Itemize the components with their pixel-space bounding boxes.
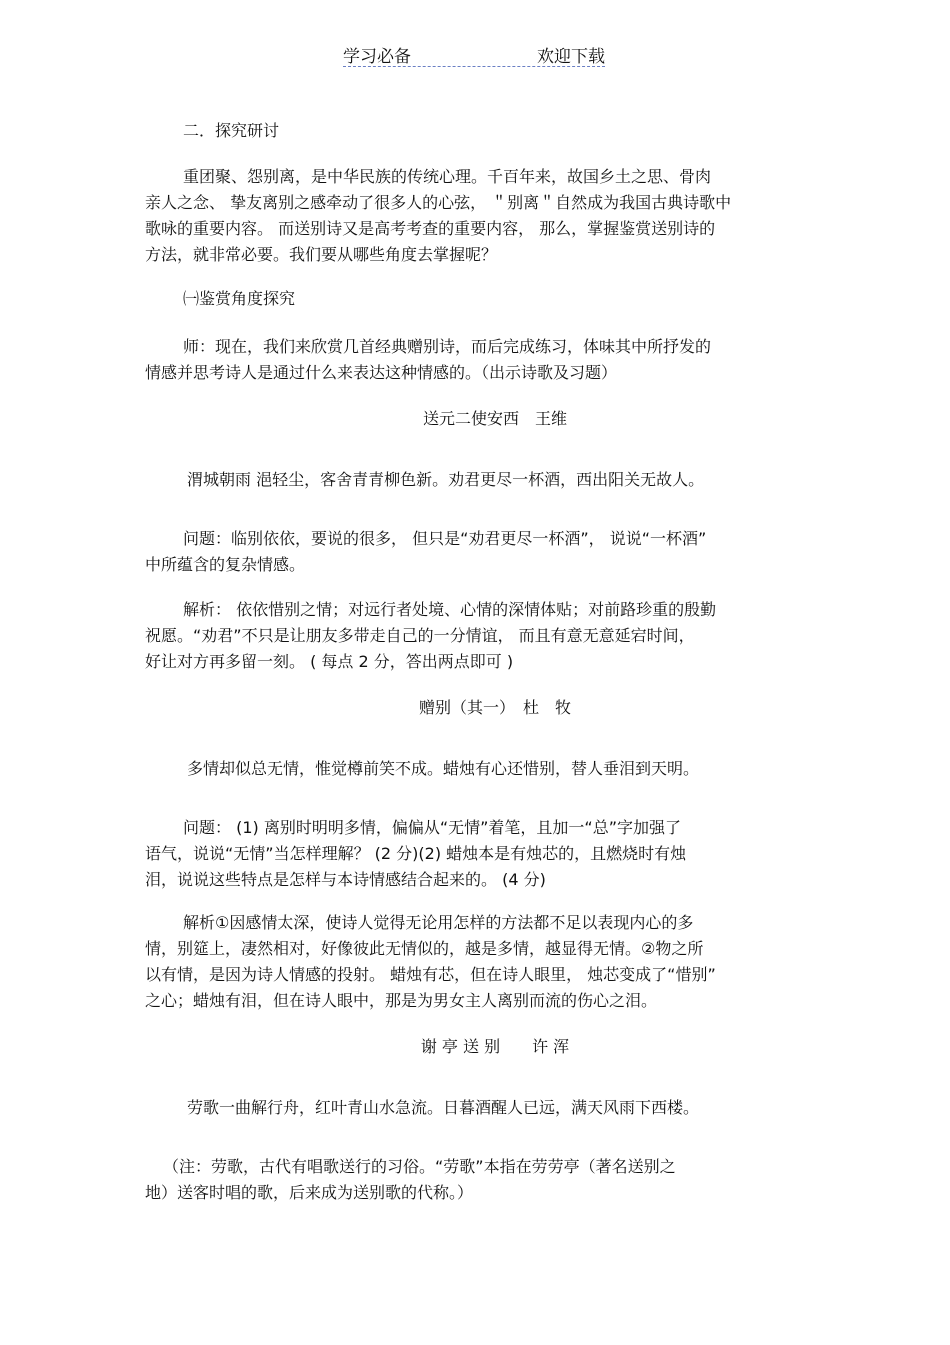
paragraph-line: 语气，说说“无情”当怎样理解？ (2 分)(2) 蜡烛本是有烛芯的，且燃烧时有烛 [145, 844, 687, 863]
poem3-note [145, 1154, 805, 1206]
paragraph-line: 情感并思考诗人是通过什么来表达这种情感的。（出示诗歌及习题） [145, 363, 618, 382]
paragraph-line: 泪，说说这些特点是怎样与本诗情感结合起来的。 (4 分) [145, 870, 546, 889]
paragraph-line: 问题：临别依依，要说的很多， 但只是“劝君更尽一杯酒”， 说说“一杯酒” [183, 529, 707, 548]
poem2-title: 赠别（其一） 杜 牧 [418, 698, 571, 717]
poem2-text: 多情却似总无情，惟觉樽前笑不成。蜡烛有心还惜别，替人垂泪到天明。 [187, 759, 700, 778]
subsection-title: ㈠鉴赏角度探究 [183, 289, 296, 308]
header-left-text: 学习必备 [343, 47, 411, 67]
paragraph-line: （注：劳歌，古代有唱歌送行的习俗。“劳歌”本指在劳劳亭（著名送别之 [163, 1157, 676, 1176]
page-header [343, 42, 605, 67]
paragraph-line: 之心；蜡烛有泪，但在诗人眼中，那是为男女主人离别而流的伤心之泪。 [145, 991, 658, 1010]
header-right-text: 欢迎下载 [537, 47, 605, 67]
paragraph-line: 歌咏的重要内容。 而送别诗又是高考考查的重要内容， 那么，掌握鉴赏送别诗的 [145, 219, 716, 238]
poem1-title: 送元二使安西 王维 [422, 409, 567, 428]
paragraph-line: 情，别筵上，凄然相对，好像彼此无情似的，越是多情，越显得无情。②物之所 [145, 939, 704, 958]
poem1-text: 渭城朝雨 浥轻尘，客舍青青柳色新。劝君更尽一杯酒，西出阳关无故人。 [187, 470, 705, 489]
paragraph-line: 好让对方再多留一刻。 ( 每点 2 分，答出两点即可 ) [145, 652, 514, 671]
intro-paragraph [145, 164, 805, 268]
paragraph-line: 解析①因感情太深，使诗人觉得无论用怎样的方法都不足以表现内心的多 [183, 913, 694, 932]
paragraph-line: 师：现在，我们来欣赏几首经典赠别诗，而后完成练习，体味其中所抒发的 [183, 337, 712, 356]
paragraph-line: 祝愿。“劝君”不只是让朋友多带走自己的一分情谊， 而且有意无意延宕时间， [145, 626, 695, 645]
poem3-title: 谢 亭 送 别 许 浑 [420, 1037, 570, 1056]
paragraph-line: 解析： 依依惜别之情；对远行者处境、心情的深情体贴；对前路珍重的殷勤 [183, 600, 717, 619]
poem2-question [145, 815, 805, 893]
paragraph-line: 地）送客时唱的歌，后来成为送别歌的代称。） [145, 1183, 474, 1202]
paragraph-line: 中所蕴含的复杂情感。 [145, 555, 306, 574]
paragraph-line: 问题： (1) 离别时明明多情，偏偏从“无情”着笔，且加一“总”字加强了 [183, 818, 681, 837]
section-title: 二．探究研讨 [183, 121, 280, 140]
paragraph-line: 方法，就非常必要。我们要从哪些角度去掌握呢？ [145, 245, 498, 264]
paragraph-line: 以有情，是因为诗人情感的投射。 蜡烛有芯，但在诗人眼里， 烛芯变成了“惜别” [145, 965, 716, 984]
poem3-text: 劳歌一曲解行舟，红叶青山水急流。日暮酒醒人已远，满天风雨下西楼。 [187, 1098, 700, 1117]
poem2-analysis [145, 910, 805, 1014]
teacher-paragraph [145, 334, 805, 386]
paragraph-line: 重团聚、怨别离，是中华民族的传统心理。千百年来，故国乡土之思、骨肉 [183, 167, 712, 186]
poem1-question [145, 526, 805, 578]
paragraph-line: 亲人之念、 挚友离别之感牵动了很多人的心弦， ＂别离＂自然成为我国古典诗歌中 [145, 193, 732, 212]
poem1-analysis [145, 597, 805, 675]
